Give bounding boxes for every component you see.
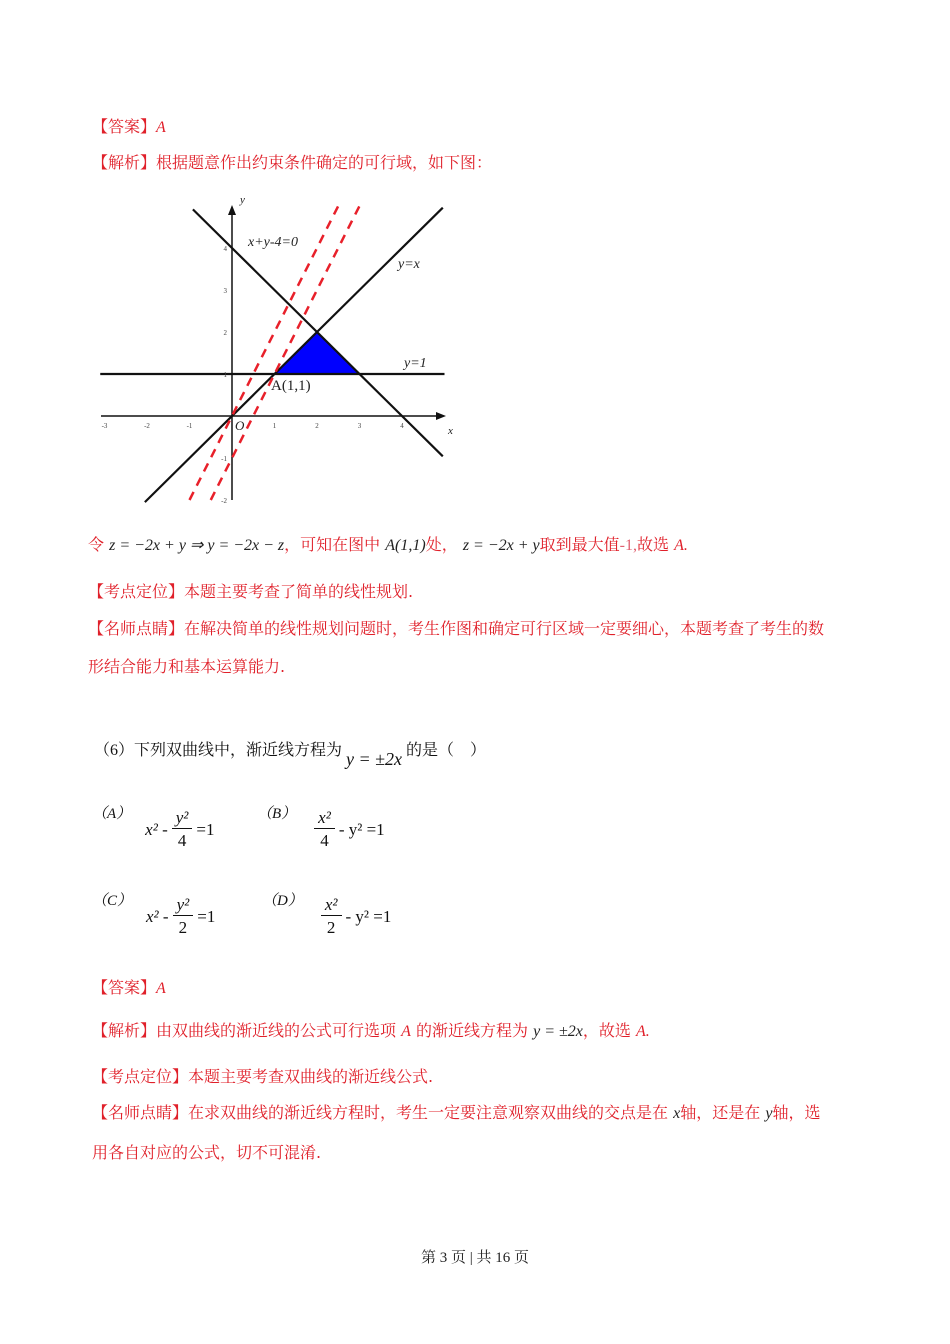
q5-derivation <box>88 535 688 556</box>
label-y-equals-1: y=1 <box>404 356 427 371</box>
fraction <box>172 808 193 851</box>
origin-label: O <box>235 418 245 433</box>
label-point-a: A(1,1) <box>271 378 311 394</box>
label-x-plus-y-minus-4: x+y-4=0 <box>248 235 298 250</box>
text: ，可知在图中 <box>284 535 381 554</box>
option-a <box>92 808 214 851</box>
choice: A. <box>636 1023 650 1040</box>
q6-dianjing-cont: 用各自对应的公式，切不可混淆. <box>92 1143 322 1162</box>
tag: 【解析】 <box>92 1021 157 1040</box>
y-tick-label: 3 <box>223 287 227 295</box>
option-b <box>257 808 385 851</box>
fraction <box>314 808 335 851</box>
tag: 【考点定位】 <box>88 582 185 601</box>
y-axis-arrow-icon <box>228 205 236 215</box>
option-label: （C） <box>92 893 133 909</box>
analysis-text: 根据题意作出约束条件确定的可行域，如下图： <box>156 153 493 172</box>
math: y = ±2x <box>533 1023 583 1040</box>
x-tick-label: 3 <box>357 422 362 430</box>
text: 取到最大值 <box>539 535 620 554</box>
y-tick-label: 4 <box>223 245 227 253</box>
numerator: x² <box>314 808 335 829</box>
answer-tag: 【答案】 <box>92 117 157 136</box>
q6-answer <box>92 978 166 999</box>
option-label: （A） <box>92 806 132 822</box>
choice: A. <box>674 537 688 554</box>
denominator: 2 <box>178 918 188 937</box>
y-tick-label: 2 <box>223 329 227 337</box>
tag: 【考点定位】 <box>92 1067 189 1086</box>
line-x-plus-y-minus-4 <box>193 209 443 456</box>
answer-value: A <box>156 119 166 136</box>
x-tick-label: -1 <box>186 422 193 430</box>
text: 本题主要考查了简单的线性规划. <box>184 582 414 601</box>
q6-stem <box>94 737 487 769</box>
line-y-equals-x <box>145 208 443 502</box>
fraction <box>173 895 194 938</box>
numerator: y² <box>173 895 194 916</box>
option-trail: =1 <box>196 819 215 839</box>
numerator: y² <box>172 808 193 829</box>
x-tick-label: -3 <box>101 422 108 430</box>
fraction <box>321 895 342 938</box>
x-axis-label: x <box>448 425 453 437</box>
q5-dianjing <box>88 619 824 639</box>
math: z = −2x + y ⇒ y = −2x − z <box>109 537 285 554</box>
text: 在解决简单的线性规划问题时，考生作图和确定可行区域一定要细心，本题考查了考生的数 <box>184 619 825 638</box>
math: x <box>673 1105 681 1122</box>
y-tick-label: 1 <box>223 371 227 379</box>
feasible-region <box>275 332 360 374</box>
q5-kaodian <box>88 582 413 602</box>
text: ，故选 <box>582 1021 631 1040</box>
option-trail: - y² =1 <box>345 906 392 926</box>
option-lead: x² - <box>145 819 168 839</box>
text: 本题主要考查双曲线的渐近线公式. <box>188 1067 434 1086</box>
option-trail: - y² =1 <box>338 819 385 839</box>
x-tick-label: 4 <box>400 422 404 430</box>
text: 由双曲线的渐近线的公式可行选项 <box>156 1021 397 1040</box>
option-d <box>262 895 391 938</box>
text: 的渐近线方程为 <box>416 1021 529 1040</box>
answer-value: A <box>156 980 166 997</box>
y-axis-label: y <box>240 194 245 206</box>
text: 处， <box>425 535 458 554</box>
text: 令 <box>88 535 105 554</box>
option-label: （D） <box>262 893 303 909</box>
x-tick-label: 2 <box>315 422 319 430</box>
option-c <box>92 895 215 938</box>
text: 轴，还是在 <box>680 1103 761 1122</box>
x-tick-label: -2 <box>144 422 150 430</box>
q6-dianjing <box>92 1103 820 1124</box>
option-lead: x² - <box>146 906 169 926</box>
feasible-region-graph <box>0 0 950 520</box>
option-trail: =1 <box>197 906 216 926</box>
q6-kaodian <box>92 1067 433 1087</box>
text: 在求双曲线的渐近线方程时，考生一定要注意观察双曲线的交点是在 <box>188 1103 669 1122</box>
math: A(1,1) <box>385 537 426 554</box>
y-tick-label: -2 <box>221 497 227 505</box>
x-tick-label: 1 <box>272 422 277 430</box>
tag: 【答案】 <box>92 978 157 997</box>
label-y-equals-x: y=x <box>398 257 420 272</box>
x-axis-arrow-icon <box>436 412 446 420</box>
option: A <box>401 1023 411 1040</box>
analysis-tag: 【解析】 <box>92 153 157 172</box>
math: y = ±2x <box>346 749 403 769</box>
tag: 【名师点睛】 <box>88 619 185 638</box>
numerator: x² <box>321 895 342 916</box>
math: z = −2x + y <box>462 537 540 554</box>
denominator: 4 <box>320 831 329 850</box>
text: 轴，选 <box>772 1103 821 1122</box>
option-label: （B） <box>257 806 297 822</box>
y-tick-label: -1 <box>221 455 227 463</box>
text: （6）下列双曲线中，渐近线方程为 <box>94 742 343 759</box>
q5-dianjing-cont: 形结合能力和基本运算能力. <box>88 657 286 676</box>
denominator: 4 <box>177 831 187 850</box>
math: y <box>765 1105 773 1122</box>
q6-analysis <box>92 1021 650 1042</box>
page-footer: 第 3 页 | 共 16 页 <box>420 1250 529 1266</box>
text: 故选 <box>636 535 669 554</box>
max-value: -1, <box>619 537 637 554</box>
tag: 【名师点睛】 <box>92 1103 189 1122</box>
text: 的是（ ） <box>406 742 487 759</box>
denominator: 2 <box>326 918 336 937</box>
